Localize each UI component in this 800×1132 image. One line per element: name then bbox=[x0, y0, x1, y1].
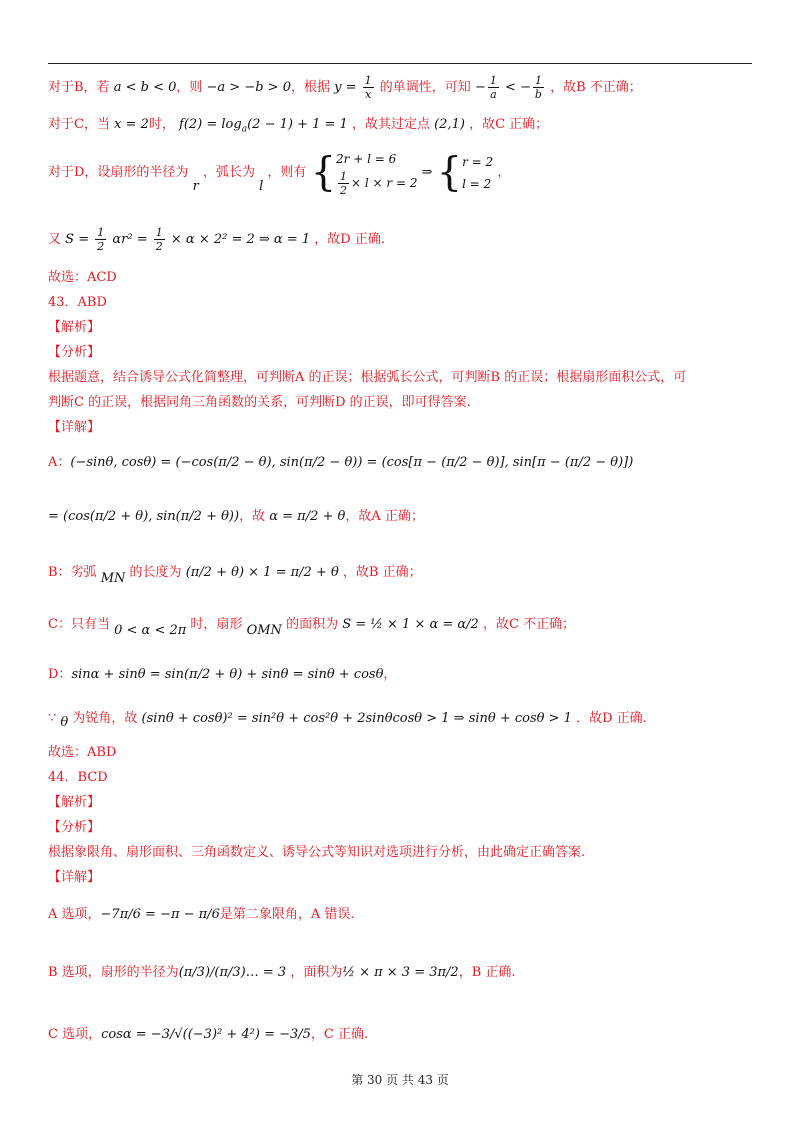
a-44-line: A 选项，−7π/6 = −π − π/6是第二象限角，A 错误. bbox=[48, 907, 355, 922]
choice-43: 故选：ABD bbox=[48, 745, 117, 760]
d-43-line: D：sinα + sinθ = sin(π/2 + θ) + sinθ = sinθ + cosθ， bbox=[48, 667, 397, 682]
fenxi-44: 【分析】 bbox=[48, 820, 101, 835]
c-note-line: 对于C，当 x = 2时， $f(2) = \log_a(2 - 1) + 1 = 1$ ，故其过定点 (2,1) ，故C 正确； bbox=[48, 117, 549, 135]
analysis-43-a: 根据题意，结合诱导公式化简整理，可判断A 的正误；根据弧长公式，可判断B 的正误；根据扇形面积公式，可 bbox=[48, 370, 687, 385]
xiangjie-44: 【详解】 bbox=[48, 870, 101, 885]
b-43-line: B：劣弧 MN 的长度为 (π/2 + θ) × 1 = π/2 + θ ，故B 正确； bbox=[48, 565, 422, 586]
d-note-2-line: 又 S = $\frac{1}{2}$ αr² = $\frac{1}{2}$ × α × 2² = 2 ⇒ α = 1 ，故D 正确. bbox=[48, 226, 385, 253]
choice-42: 故选：ACD bbox=[48, 270, 117, 285]
jiexi-44: 【解析】 bbox=[48, 795, 101, 810]
d-43-line-2: ∵ θ 为锐角，故 (sinθ + cosθ)² = sin²θ + cos²θ + 2sinθcosθ > 1 ⇒ sinθ + cosθ > 1 ．故D 正确. bbox=[48, 711, 647, 730]
a-43-line: A：(−sinθ, cosθ) = (−cos(π/2 − θ), sin(π/2 − θ)) = (cos[π − (π/2 − θ)], sin[π − (π/2 − θ)]) bbox=[48, 455, 634, 470]
page-footer: 第 30 页 共 43 页 bbox=[351, 1073, 449, 1087]
a-43-line-2: = (cos(π/2 + θ), sin(π/2 + θ))，故 α = π/2 + θ，故A 正确； bbox=[48, 509, 424, 524]
analysis-43-b: 判断C 的正误，根据同角三角函数的关系，可判断D 的正误，即可得答案. bbox=[48, 395, 471, 410]
fenxi-43: 【分析】 bbox=[48, 345, 101, 360]
question-43-answer: 43．ABD bbox=[48, 295, 107, 310]
d-note-line: 对于D，设扇形的半径为 r ，弧长为 l ，则有 { 2r + l = 6 $\frac{1}{2}$ × l × r = 2 ⇒ { r = 2 l = 2 ， bbox=[48, 149, 511, 197]
xiangjie-43: 【详解】 bbox=[48, 420, 101, 435]
header-rule bbox=[48, 63, 752, 64]
jiexi-43: 【解析】 bbox=[48, 320, 101, 335]
b-44-line: B 选项，扇形的半径为(π/3)/(π/3)… = 3 ，面积为½ × π × 3 = 3π/2，B 正确. bbox=[48, 965, 516, 980]
b-note-line: 对于B，若 a < b < 0，则 −a > −b > 0，根据 y = $\frac{1}{x}$ 的单调性，可知 − $\frac{1}{a}$ < − $\frac{1}{b}$ ，故B 不正确； bbox=[48, 74, 642, 101]
c-43-line: C：只有当 0 < α < 2π 时，扇形 OMN 的面积为 S = ½ × 1 × α = α/2 ，故C 不正确； bbox=[48, 617, 576, 638]
c-44-line: C 选项，cosα = −3/√((−3)² + 4²) = −3/5，C 正确. bbox=[48, 1027, 369, 1042]
analysis-44: 根据象限角、扇形面积、三角函数定义、诱导公式等知识对选项进行分析，由此确定正确答案. bbox=[48, 845, 586, 860]
question-44-answer: 44．BCD bbox=[48, 770, 108, 785]
